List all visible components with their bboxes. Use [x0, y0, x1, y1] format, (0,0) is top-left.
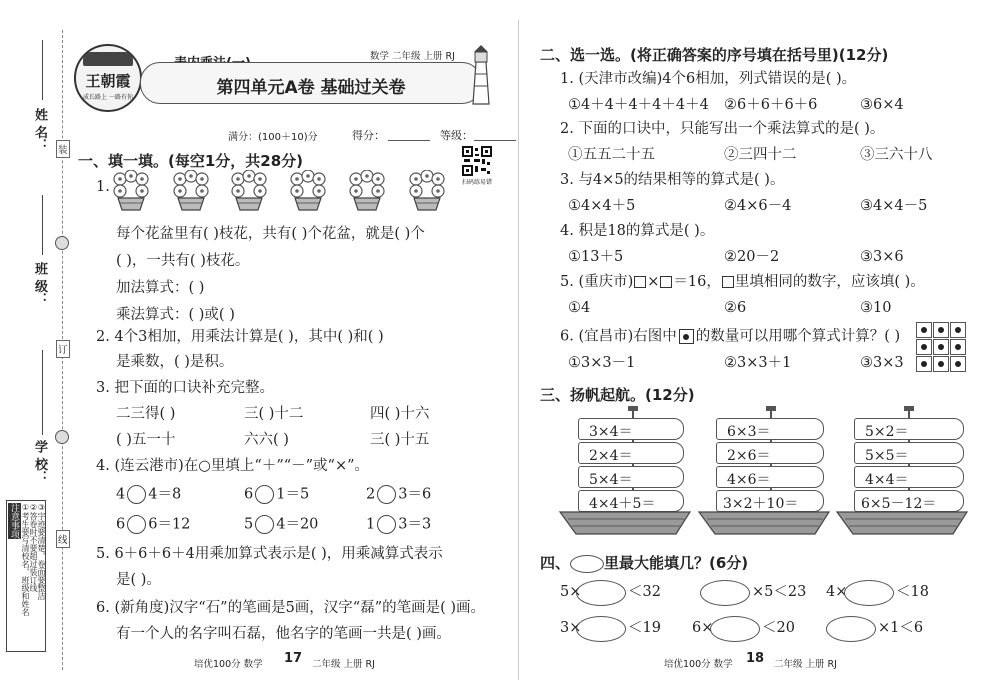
notice-title: 注意事项	[9, 503, 19, 539]
class-line	[42, 195, 43, 255]
title-plate	[140, 62, 482, 104]
dot-square-icon	[679, 329, 694, 344]
sail-banner	[578, 466, 684, 488]
mc-option[interactable]: ②3×3＋1	[724, 355, 792, 371]
max-item-prefix: 3×	[560, 620, 582, 636]
section-heading: 二、选一选。(将正确答案的序号填在括号里)(12分)	[540, 46, 889, 64]
max-item-prefix: 5×	[560, 584, 582, 600]
max-item-suffix: ＜19	[628, 620, 661, 636]
q2-line2: 是乘数，( )是积。	[116, 354, 234, 370]
q1-line3: 加法算式：( )	[116, 280, 205, 296]
mast-top	[628, 406, 638, 411]
cloud-answer-blank[interactable]	[576, 580, 626, 606]
question-number: 1.	[96, 179, 110, 195]
operator-circle[interactable]	[127, 515, 146, 534]
sail-banner	[578, 418, 684, 440]
q3-item: 三( )十五	[370, 432, 430, 448]
sail-equation: 2×6＝	[727, 448, 771, 464]
page-title: 第四单元A卷 基础过关卷	[216, 78, 406, 98]
score-total: 满分：(100＋10)分	[228, 132, 318, 143]
q3-item: 三( )十二	[244, 406, 304, 422]
sail-equation: 4×6＝	[727, 472, 771, 488]
grade-line	[474, 140, 516, 141]
footer-grade: 二年级 上册 RJ	[312, 659, 375, 670]
mc-option[interactable]: ②6＋6＋6＋6	[724, 97, 818, 113]
mc-option[interactable]: ①五五二十五	[568, 147, 655, 163]
mast-top	[766, 406, 776, 411]
class-label: 班 级：	[32, 262, 47, 306]
mc-question: 5. (重庆市) × ＝16， 里填相同的数字，应该填( )。	[560, 274, 925, 290]
mc-question: 3. 与4×5的结果相等的算式是( )。	[560, 172, 785, 188]
mc-option[interactable]: ①4	[568, 300, 591, 316]
cloud-answer-blank[interactable]	[826, 616, 876, 642]
mc-option[interactable]: ③三六十八	[860, 147, 933, 163]
operator-circle[interactable]	[127, 485, 146, 504]
q1-line2: ( )，一共有( )枝花。	[116, 253, 250, 269]
dot-cell	[916, 339, 932, 355]
q4-item: 4 4＝8	[116, 486, 182, 503]
q4-item: 6 6＝12	[116, 516, 191, 533]
cloud-answer-blank[interactable]	[576, 616, 626, 642]
boat-hull-icon	[558, 508, 692, 538]
footer-grade: 二年级 上册 RJ	[774, 659, 837, 670]
max-item-suffix: ＜32	[628, 584, 661, 600]
operator-circle[interactable]	[255, 515, 274, 534]
notice-item: ①考生要写清校名，班级和姓名	[21, 503, 30, 616]
cut-mark: 线	[56, 530, 70, 548]
sail-equation: 4×4＝	[865, 472, 909, 488]
max-item-prefix: 6×	[692, 620, 714, 636]
lighthouse-icon	[470, 44, 492, 106]
q4-item: 1 3＝3	[366, 516, 432, 533]
blank-square-icon	[660, 276, 672, 288]
sail-equation: 4×4＋5＝	[589, 496, 656, 512]
dot-cell	[950, 322, 966, 338]
cloud-answer-blank[interactable]	[700, 580, 750, 606]
flower-pots-illustration	[112, 170, 472, 214]
q3-item: 二三得( )	[116, 406, 176, 422]
page-number: 17	[284, 651, 303, 666]
logo-cap-icon	[83, 52, 133, 66]
mc-option[interactable]: ①4×4＋5	[568, 198, 636, 214]
operator-circle[interactable]	[377, 515, 396, 534]
mc-option[interactable]: ③10	[860, 300, 892, 316]
cloud-blank-icon	[570, 555, 604, 573]
mc-option[interactable]: ①3×3－1	[568, 355, 636, 371]
dot-cell	[933, 339, 949, 355]
q3-item: ( )五一十	[116, 432, 176, 448]
mc-option[interactable]: ③4×4－5	[860, 198, 928, 214]
dot-cell	[916, 322, 932, 338]
sail-equation: 6×3＝	[727, 424, 771, 440]
q4-prompt: 4. (连云港市)在○里填上“＋”“－”或“×”。	[96, 458, 370, 474]
blank-square-icon	[722, 276, 734, 288]
logo-badge	[74, 44, 142, 112]
sail-banner	[854, 466, 964, 488]
mc-question: 1. (天津市改编)4个6相加，列式错误的是( )。	[560, 71, 857, 87]
q3-item: 六六( )	[244, 432, 289, 448]
dot-cell	[933, 356, 949, 372]
sail-banner	[578, 442, 684, 464]
cut-mark: 装	[56, 140, 70, 158]
mc-option[interactable]: ②4×6－4	[724, 198, 792, 214]
qr-caption: 扫码练易错	[462, 179, 493, 186]
score-label: 得分：	[352, 129, 385, 142]
mc-option[interactable]: ③6×4	[860, 97, 904, 113]
mc-option[interactable]: ③3×6	[860, 249, 904, 265]
mc-option[interactable]: ②6	[724, 300, 747, 316]
cut-mark: 订	[56, 340, 70, 358]
binding-hole	[55, 236, 69, 250]
sail-banner	[854, 418, 964, 440]
max-item-suffix: ×5＜23	[752, 584, 807, 600]
operator-circle[interactable]	[377, 485, 396, 504]
subject-line: 数学 二年级 上册 RJ	[370, 51, 455, 62]
q4-item: 5 4＝20	[244, 516, 319, 533]
mc-option[interactable]: ②20－2	[724, 249, 780, 265]
footer-series: 培优100分 数学	[194, 659, 263, 670]
mc-question: 2. 下面的口诀中，只能写出一个乘法算式的是( )。	[560, 121, 885, 137]
max-item-prefix: 4×	[826, 584, 848, 600]
sail-banner	[716, 442, 824, 464]
section-heading: 四、 里最大能填几？(6分)	[540, 554, 749, 572]
mast-top	[904, 406, 914, 411]
sail-equation: 5×5＝	[865, 448, 909, 464]
school-line	[42, 350, 43, 435]
section-heading: 一、填一填。(每空1分，共28分)	[78, 152, 304, 170]
sail-equation: 3×2＋10＝	[723, 496, 799, 512]
boat-hull-icon	[697, 508, 831, 538]
mc-question: 6. (宜昌市)右图中 的数量可以用哪个算式计算？( )	[560, 328, 901, 345]
grade-label: 等级：	[440, 129, 473, 142]
q4-item: 2 3＝6	[366, 486, 432, 503]
sail-equation: 5×2＝	[865, 424, 909, 440]
mc-option[interactable]: ②三四十二	[724, 147, 797, 163]
name-line	[42, 40, 43, 100]
max-item-suffix: ＜18	[896, 584, 929, 600]
mc-option[interactable]: ①4＋4＋4＋4＋4＋4	[568, 97, 709, 113]
dot-cell	[950, 339, 966, 355]
blank-square-icon	[634, 276, 646, 288]
page-gutter	[518, 20, 519, 680]
notice-box	[6, 500, 46, 652]
dot-cell	[933, 322, 949, 338]
notice-item: ③字迹要清楚，卷面要整洁	[37, 503, 46, 600]
max-item-suffix: ×1＜6	[878, 620, 924, 636]
binding-hole	[55, 430, 69, 444]
q2-line1: 2. 4个3相加，用乘法计算是( )，其中( )和( )	[96, 329, 384, 345]
operator-circle[interactable]	[255, 485, 274, 504]
boat-hull-icon	[835, 508, 969, 538]
dot-grid-figure	[916, 322, 966, 372]
sail-equation: 5×4＝	[589, 472, 633, 488]
sail-equation: 6×5－12＝	[861, 496, 937, 512]
dot-cell	[916, 356, 932, 372]
dot-cell	[950, 356, 966, 372]
school-label: 学 校：	[32, 440, 47, 484]
mc-option[interactable]: ①13＋5	[568, 249, 624, 265]
cloud-answer-blank[interactable]	[844, 580, 894, 606]
sail-equation: 3×4＝	[589, 424, 633, 440]
sail-banner	[716, 418, 824, 440]
logo-sub: 成长路上 一路有你	[83, 94, 133, 101]
page-number: 18	[746, 651, 765, 666]
q5-line2: 是( )。	[116, 572, 161, 588]
name-label: 姓 名：	[32, 108, 47, 152]
logo-text: 王朝霞	[85, 72, 131, 90]
q1-line4: 乘法算式：( )或( )	[116, 307, 235, 323]
score-line	[388, 140, 430, 141]
mc-question: 4. 积是18的算式是( )。	[560, 223, 715, 239]
cloud-answer-blank[interactable]	[710, 616, 760, 642]
q6-line1: 6. (新角度)汉字“石”的笔画是5画，汉字“磊”的笔画是( )画。	[96, 600, 486, 616]
q4-item: 6 1＝5	[244, 486, 310, 503]
q5-line1: 5. 6＋6＋6＋4用乘加算式表示是( )，用乘减算式表示	[96, 546, 443, 562]
q1-line1: 每个花盆里有( )枝花，共有( )个花盆，就是( )个	[116, 226, 425, 242]
q6-line2: 有一个人的名字叫石磊，他名字的笔画一共是( )画。	[116, 626, 451, 642]
sail-banner	[716, 466, 824, 488]
sail-banner	[854, 442, 964, 464]
max-item-suffix: ＜20	[762, 620, 795, 636]
sail-equation: 2×4＝	[589, 448, 633, 464]
notice-item: ②答卷时不要超过装订线	[29, 503, 38, 592]
q3-item: 四( )十六	[370, 406, 430, 422]
mc-option[interactable]: ③3×3	[860, 355, 904, 371]
q3-prompt: 3. 把下面的口诀补充完整。	[96, 380, 274, 396]
section-heading: 三、扬帆起航。(12分)	[540, 386, 695, 404]
footer-series: 培优100分 数学	[664, 659, 733, 670]
